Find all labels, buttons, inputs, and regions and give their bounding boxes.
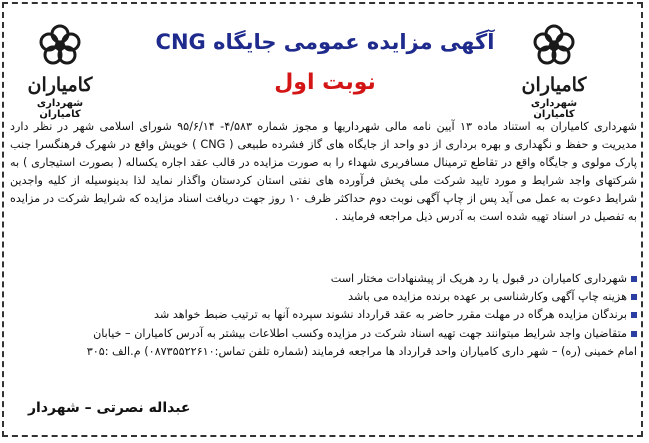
logo-subtitle: شهرداری کامیاران — [530, 98, 578, 120]
list-item-text: هزینه چاپ آگهی وکارشناسی بر عهده برنده مزایده می باشد — [348, 290, 627, 304]
notice-round: نوبت اول — [274, 70, 376, 95]
list-item — [10, 270, 637, 288]
flower-emblem-icon — [524, 22, 584, 74]
square-bullet-icon — [631, 276, 637, 282]
conditions-list — [10, 270, 637, 361]
flower-emblem-icon — [30, 22, 90, 74]
logo-subtitle: شهرداری کامیاران — [36, 98, 84, 120]
notice-paragraph: شهرداری کامیاران به استناد ماده ۱۳ آیین نامه مالی شهرداریها و مجوز شماره ۴/۵۸۳- ۹۵/۶/۱۴ شورای اسلامی شهر در نظر دارد مدیریت و حفظ و نگهداری و بهره برداری از دو واحد از جایگاه های گاز فشرده طبیعی ( CNG ) خویش واقع در شهرک فرهنگسرا جنب پارک مولوی و جایگاه واقع در تقاطع ترمینال مسافربری شهداء را به صورت مزایده در قالب عقد اجاره یکساله ( بصورت استیجاری ) به شرکتهای واجد شرایط و مورد تایید شرکت ملی پخش فرآورده های نفتی استان کردستان واگذار نماید لذا بدینوسیله از کلیه واجدین شرایط دعوت به عمل می آید پس از چاپ آگهی نوبت دوم حداکثر ظرف ۱۰ روز جهت دریافت اسناد مزایده که شرایط شرکت در مزایده به تفصیل در اسناد تهیه شده است به آدرس ذیل مراجعه فرمایند . — [10, 120, 638, 223]
logo-wordmark: کامیاران — [27, 74, 93, 96]
contact-info: امام خمینی (ره) – شهر داری کامیاران واحد قرارداد ها مراجعه فرمایند (شماره تلفن تماس:۰۸۷۳۵۵۲۲۶۱۰) م.الف :۳۰۵ — [86, 344, 637, 358]
notice-title: آگهی مزایده عمومی جایگاه CNG — [155, 30, 495, 54]
square-bullet-icon — [631, 312, 637, 318]
list-item — [10, 288, 637, 306]
municipality-logo-right — [510, 22, 598, 120]
list-item-text: متقاضیان واجد شرایط میتوانند جهت تهیه اسناد شرکت در مزایده وکسب اطلاعات بیشتر به آدرس کامیاران – خیابان — [93, 326, 627, 340]
signature: عبداله نصرتی – شهردار — [28, 400, 191, 416]
square-bullet-icon — [631, 331, 637, 337]
list-item-text: برندگان مزایده هرگاه در مهلت مقرر حاضر به عقد قرارداد نشوند سپرده آنها به ترتیب ضبط خواهد شد — [154, 308, 627, 322]
municipality-logo-left — [16, 22, 104, 120]
list-item — [10, 325, 637, 343]
logo-wordmark: کامیاران — [521, 74, 587, 96]
square-bullet-icon — [631, 294, 637, 300]
list-item — [10, 306, 637, 324]
list-item-text: شهرداری کامیاران در قبول یا رد هریک از پیشنهادات مختار است — [330, 272, 627, 285]
